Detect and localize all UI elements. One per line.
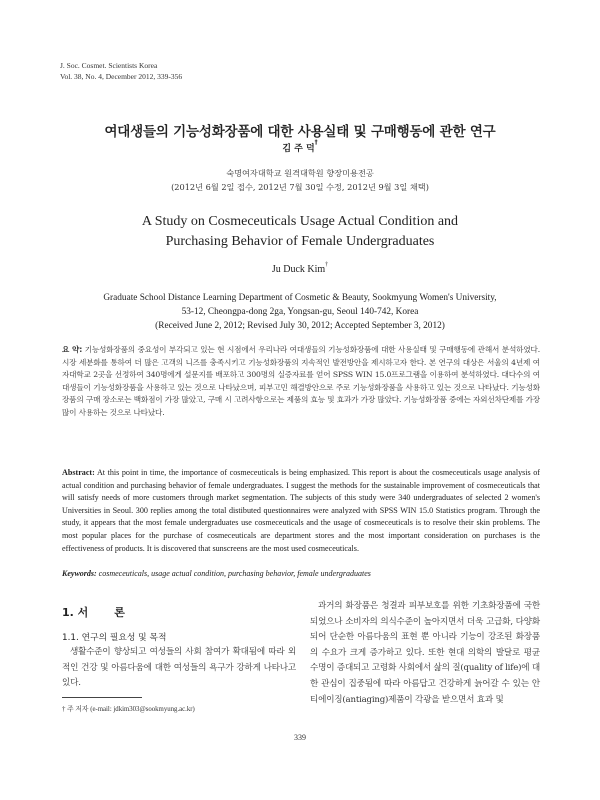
section-word: 론 — [114, 606, 125, 619]
english-abstract-label: Abstract: — [62, 468, 95, 477]
english-title-line2: Purchasing Behavior of Female Undergraduates — [165, 234, 435, 249]
keywords — [62, 569, 540, 578]
korean-abstract-text: 기능성화장품의 중요성이 부각되고 있는 현 시점에서 우리나라 여대생들의 기능성화장품에 대한 사용실태 및 구매행동에 관해서 분석하였다. 시장 세분화를 통하여 더 많은 고객의 니즈를 충족시키고 기능성화장품의 지속적인 발전방안을 제시하고자 한다. 본 연구의 대상은 서울의 4년제 여자대학교 2곳을 선정하여 340명에게 설문지를 배포하고 300명의 실증자료를 얻어 SPSS WIN 15.0프로그램을 이용하여 분석하였다. 대다수의 여대생들이 기능성화장품을 사용하고 있는 것으로 나타났으며, 피부고민 해결방안으로 주로 기능성화장품을 사용하고 있는 것으로 나타났다. 기능성화장품의 구매 장소로는 백화점이 가장 많았고, 구매 시 고려사항으로는 제품의 효능 및 효과가 가장 많았다. 기능성화장품 중에는 자외선차단제를 가장 많이 사용하는 것으로 나타났다. — [62, 345, 540, 417]
keywords-list: cosmeceuticals, usage actual condition, purchasing behavior, female undergraduates — [98, 569, 371, 578]
english-affiliation-line2: 53-12, Cheongpa-dong 2ga, Yongsan-gu, Seoul 140-742, Korea — [181, 307, 419, 317]
keywords-label: Keywords: — [62, 569, 97, 578]
right-column-paragraph — [310, 599, 540, 708]
journal-name: J. Soc. Cosmet. Scientists Korea — [60, 61, 158, 70]
page-number: 339 — [294, 733, 306, 742]
footnote-divider — [62, 697, 142, 698]
korean-abstract — [62, 344, 540, 420]
footnote: † 주 저자 (e-mail: jdkim303@sookmyung.ac.kr) — [62, 706, 195, 713]
korean-affiliation: 숙명여자대학교 원격대학원 향장미용전공 — [226, 168, 374, 178]
english-affiliation-line1: Graduate School Distance Learning Department of Cosmetic & Beauty, Sookmyung Women's University, — [103, 293, 497, 303]
english-author-name: Ju Duck Kim — [271, 264, 326, 275]
korean-abstract-label: 요 약: — [62, 345, 83, 354]
korean-affiliation-block — [0, 166, 600, 194]
journal-volume: Vol. 38, No. 4, December 2012, 339-356 — [60, 72, 183, 81]
korean-title: 여대생들의 기능성화장품에 대한 사용실태 및 구매행동에 관한 연구 — [104, 124, 496, 140]
english-affiliation-block — [0, 291, 600, 333]
author-dagger: † — [314, 139, 318, 146]
english-abstract-text: At this point in time, the importance of cosmeceuticals is being emphasized. This report is about the cosmeceuticals usage analysis of actual condition and purchasing behavior of female undergraduates. I suggest the methods for the sustainable improvement of cosmeceuticals that will satisfy needs of more customers through market segmentation. The subjects of this study were 340 undergraduates of selected 2 women's Universities in Seoul. 300 replies among the total distibuted questionnaires were analyzed with SPSS WIN 15.0 Statistics program. Through the study, it appears that the most female undergraduates use cosmeceuticals and the usage of cosmeceuticals is to resolve their skin problems. The most popular places for the purchase of cosmeceuticals are department stores and the most important consideration on purchases is the effectiveness of products. It is discovered that sunscreens are the most used cosmeceuticals. — [62, 468, 541, 553]
left-column-paragraph — [62, 645, 296, 692]
korean-dates: (2012년 6월 2일 접수, 2012년 7월 30일 수정, 2012년 9월 3일 채택) — [171, 182, 429, 192]
journal-header — [60, 60, 182, 82]
english-title — [0, 212, 600, 252]
korean-author-name: 김 주 덕 — [282, 144, 315, 154]
right-column-text: 과거의 화장품은 청결과 피부보호를 위한 기초화장품에 국한되었으나 소비자의 의식수준이 높아지면서 더욱 고급화, 다양화되어 단순한 아름다움의 표현 뿐 아니라 기능이 강조된 화장품의 수요가 크게 증가하고 있다. 또한 현대 의학의 발달로 평균 수명이 증대되고 고령화 사회에서 삶의 질(quality of life)에 대한 관심이 집중됨에 따라 아름답고 건강하게 늙어갈 수 있는 안티에이징(antiaging)제품이 각광을 받으면서 효과 및 — [310, 601, 540, 705]
english-dates: (Received June 2, 2012; Revised July 30, 2012; Accepted September 3, 2012) — [155, 321, 445, 331]
english-author — [0, 264, 600, 275]
english-author-dagger: † — [325, 262, 329, 268]
left-column-text: 생활수준이 향상되고 여성들의 사회 참여가 확대됨에 따라 외적인 건강 및 아름다움에 대한 여성들의 욕구가 강하게 나타나고 있다. — [62, 647, 296, 689]
section-number: 1. 서 — [62, 606, 89, 619]
english-abstract — [62, 467, 540, 555]
section-heading-introduction — [62, 604, 125, 620]
subsection-heading: 1.1. 연구의 필요성 및 목적 — [62, 633, 167, 643]
korean-author — [0, 141, 600, 154]
english-title-line1: A Study on Cosmeceuticals Usage Actual Condition and — [141, 214, 459, 229]
